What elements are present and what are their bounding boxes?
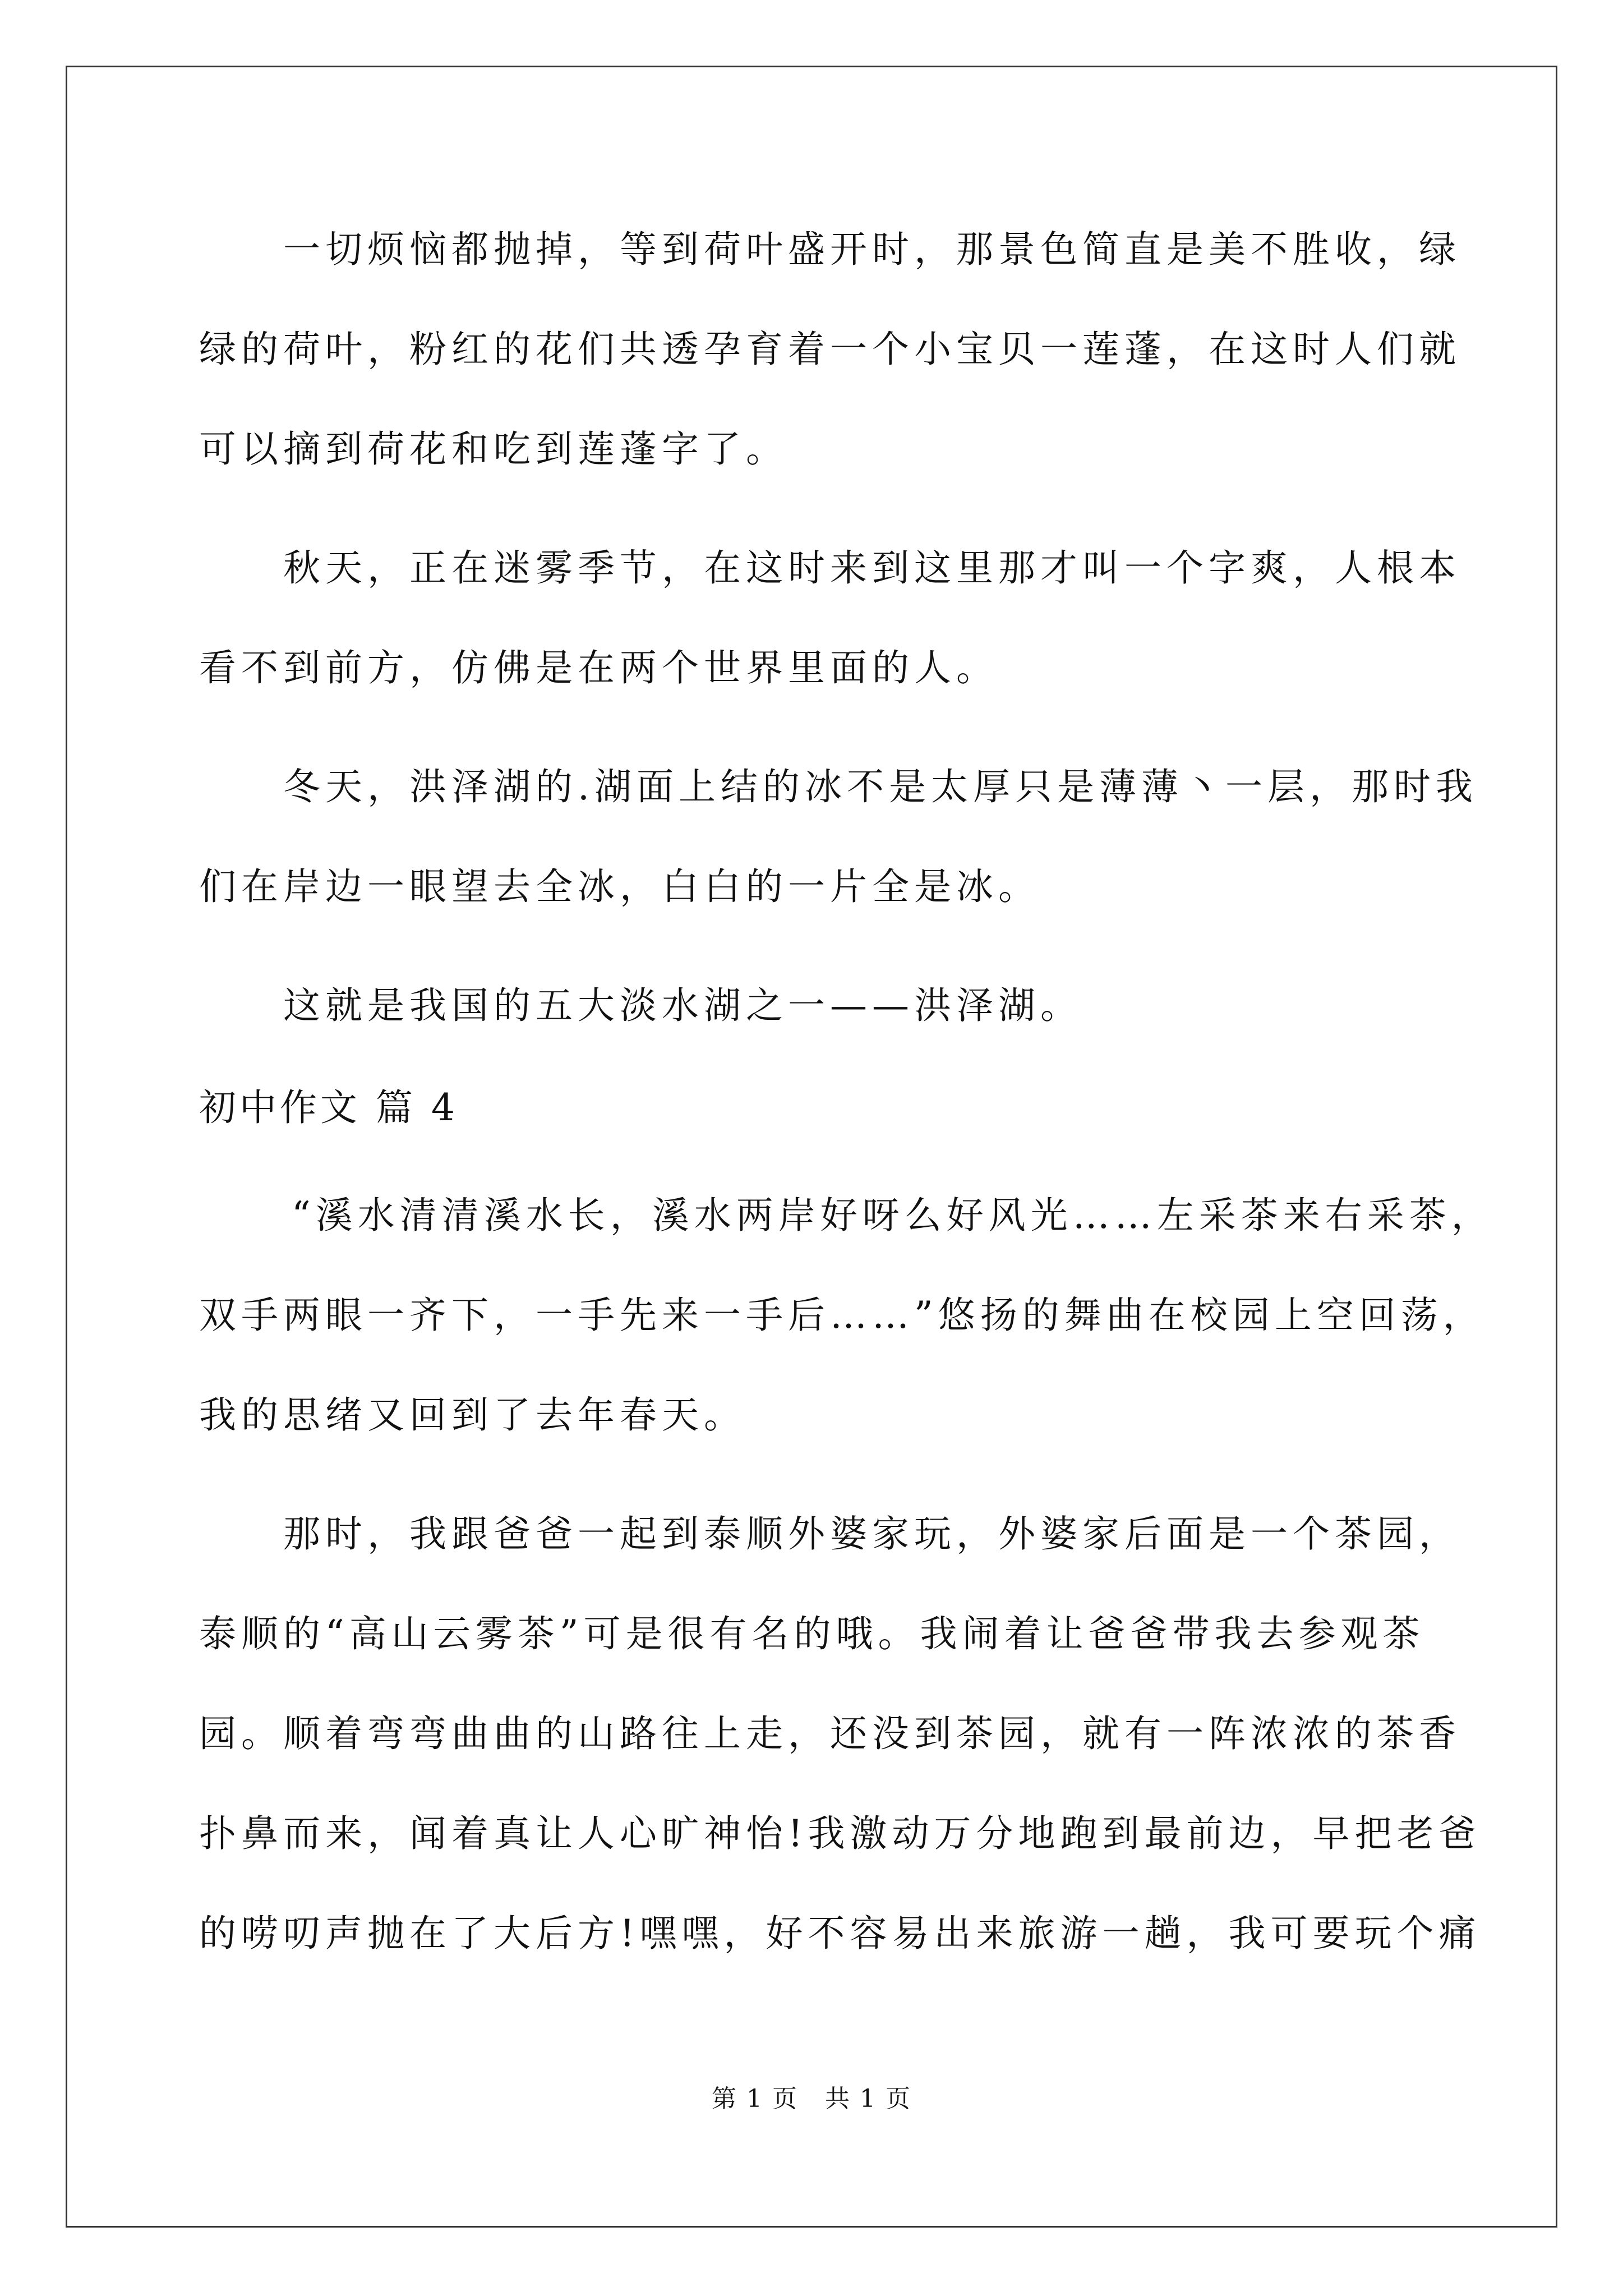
paragraph-line: 可以摘到荷花和吃到莲蓬字了。 (199, 427, 788, 471)
paragraph-line: 冬天，洪泽湖的.湖面上结的冰不是太厚只是薄薄丶一层，那时我 (283, 765, 1478, 808)
paragraph-line: 泰顺的“高山云雾茶”可是很有名的哦。我闹着让爸爸带我去参观茶 (199, 1612, 1425, 1655)
paragraph-line: 的唠叨声抛在了大后方!嘿嘿，好不容易出来旅游一趟，我可要玩个痛 (199, 1912, 1481, 1955)
paragraph-line: 扑鼻而来，闻着真让人心旷神怡!我激动万分地跑到最前边，早把老爸 (199, 1812, 1481, 1855)
paragraph-line: 看不到前方，仿佛是在两个世界里面的人。 (199, 646, 998, 689)
paragraph-line: 园。顺着弯弯曲曲的山路往上走，还没到茶园，就有一阵浓浓的茶香 (199, 1712, 1461, 1755)
paragraph-line: 我的思绪又回到了去年春天。 (199, 1393, 746, 1437)
paragraph-line: 秋天，正在迷雾季节，在这时来到这里那才叫一个字爽，人根本 (283, 546, 1461, 590)
section-heading: 初中作文 篇 4 (199, 1086, 458, 1129)
paragraph-line: 这就是我国的五大淡水湖之一——洪泽湖。 (283, 984, 1082, 1027)
page-footer: 第 1 页 共 1 页 (712, 2085, 911, 2113)
paragraph-line: 一切烦恼都抛掉，等到荷叶盛开时，那景色简直是美不胜收，绿 (283, 228, 1461, 271)
paragraph-line: 们在岸边一眼望去全冰，白白的一片全是冰。 (199, 865, 1040, 908)
paragraph-line: 双手两眼一齐下，一手先来一手后……”悠扬的舞曲在校园上空回荡， (199, 1294, 1485, 1337)
page-border (66, 66, 1557, 2228)
paragraph-line: “溪水清清溪水长，溪水两岸好呀么好风光……左采茶来右采茶， (292, 1194, 1493, 1237)
paragraph-line: 那时，我跟爸爸一起到泰顺外婆家玩，外婆家后面是一个茶园， (283, 1512, 1461, 1556)
paragraph-line: 绿的荷叶，粉红的花们共透孕育着一个小宝贝一莲蓬，在这时人们就 (199, 328, 1461, 371)
